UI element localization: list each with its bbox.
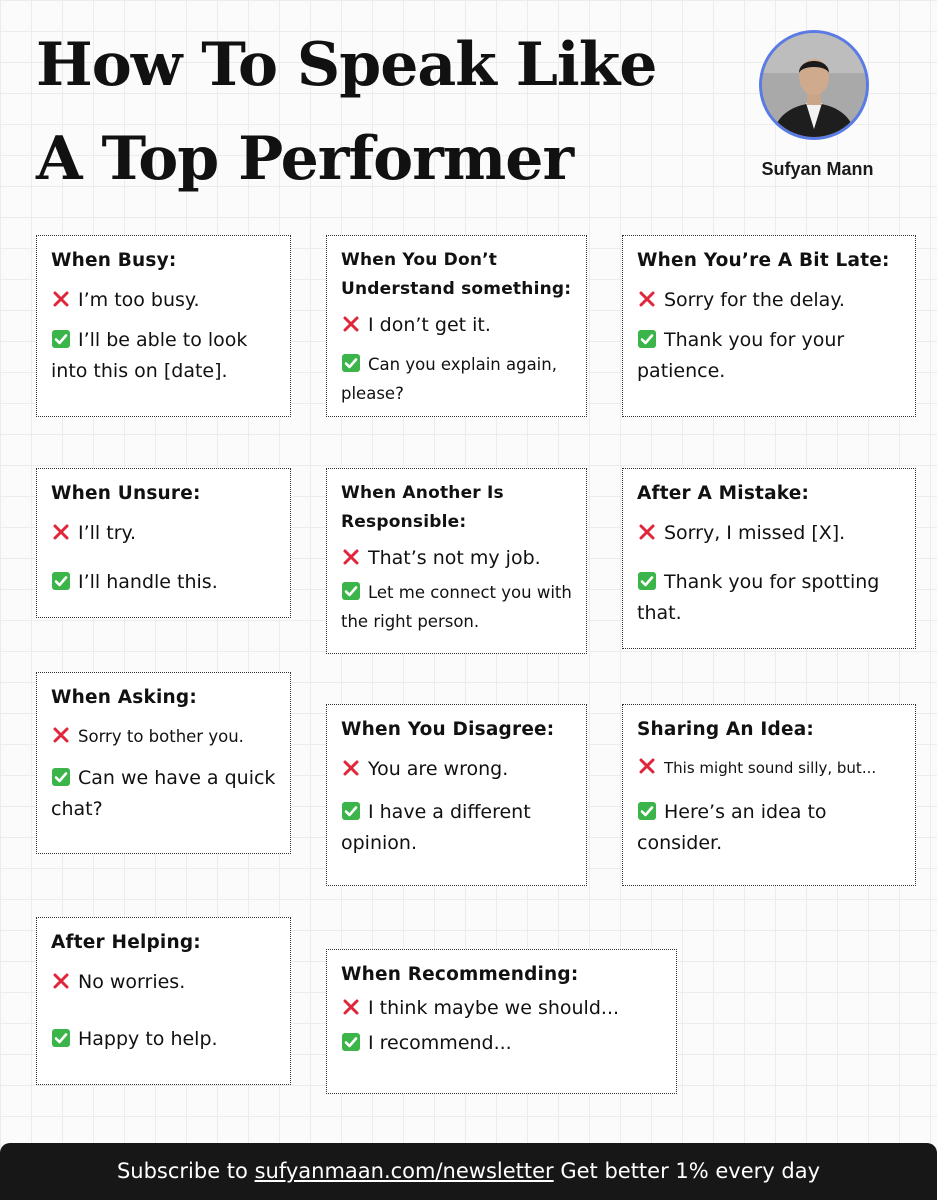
footer-banner — [0, 1143, 937, 1200]
wrong-phrase — [637, 754, 903, 783]
check-icon — [637, 329, 657, 349]
card-heading: When Asking: — [51, 687, 197, 708]
right-phrase — [637, 325, 903, 387]
title-line-1: How To Speak Like — [36, 30, 657, 100]
check-icon — [341, 801, 361, 821]
check-icon — [637, 801, 657, 821]
card-heading: When Busy: — [51, 250, 177, 271]
cross-icon — [341, 997, 361, 1017]
card-after-a-mistake — [622, 468, 916, 649]
check-icon — [341, 581, 361, 601]
card-heading: After Helping: — [51, 932, 201, 953]
avatar — [759, 30, 869, 140]
check-icon — [51, 1028, 71, 1048]
cross-icon — [637, 522, 657, 542]
wrong-text: You are wrong. — [368, 758, 509, 780]
right-text: Can you explain again, please? — [341, 355, 557, 403]
right-phrase — [51, 567, 278, 598]
right-text: Let me connect you with the right person. — [341, 583, 572, 631]
wrong-phrase — [637, 518, 903, 549]
cross-icon — [51, 289, 71, 309]
wrong-text: This might sound silly, but... — [664, 759, 877, 777]
right-phrase — [51, 325, 278, 387]
check-icon — [51, 329, 71, 349]
right-text: I’ll handle this. — [78, 571, 218, 593]
card-when-unsure — [36, 468, 291, 618]
right-phrase — [341, 578, 574, 636]
cross-icon — [51, 971, 71, 991]
card-heading: Sharing An Idea: — [637, 719, 814, 740]
card-when-you-dont-understand — [326, 235, 587, 417]
card-when-you-disagree — [326, 704, 587, 886]
wrong-text: That’s not my job. — [368, 547, 541, 569]
author-photo — [762, 33, 866, 137]
wrong-phrase — [341, 993, 664, 1024]
cross-icon — [51, 522, 71, 542]
card-heading: When You Disagree: — [341, 719, 555, 740]
right-phrase — [51, 1024, 278, 1055]
right-phrase — [637, 797, 903, 859]
cross-icon — [637, 756, 657, 776]
right-phrase — [341, 1028, 664, 1059]
right-text: I have a different opinion. — [341, 801, 531, 854]
footer-suffix: Get better 1% every day — [553, 1159, 821, 1183]
cross-icon — [341, 314, 361, 334]
right-phrase — [637, 567, 903, 629]
right-phrase — [341, 350, 574, 408]
wrong-text: Sorry to bother you. — [78, 727, 244, 746]
card-heading: When You Don’t Understand something: — [341, 250, 572, 299]
wrong-phrase — [341, 310, 574, 341]
cross-icon — [51, 725, 71, 745]
cross-icon — [341, 758, 361, 778]
wrong-text: Sorry, I missed [X]. — [664, 522, 846, 544]
card-when-youre-late — [622, 235, 916, 417]
wrong-text: I don’t get it. — [368, 314, 491, 336]
check-icon — [51, 571, 71, 591]
card-sharing-an-idea — [622, 704, 916, 886]
wrong-phrase — [51, 722, 278, 751]
right-text: Thank you for spotting that. — [637, 571, 880, 624]
card-after-helping — [36, 917, 291, 1085]
card-heading: When Unsure: — [51, 483, 201, 504]
right-text: Here’s an idea to consider. — [637, 801, 827, 854]
right-phrase — [51, 763, 278, 825]
cross-icon — [341, 547, 361, 567]
wrong-phrase — [341, 543, 574, 574]
author-name: Sufyan Mann — [761, 159, 874, 179]
right-text: Thank you for your patience. — [637, 329, 845, 382]
card-heading: When Another Is Responsible: — [341, 483, 504, 532]
wrong-text: No worries. — [78, 971, 186, 993]
right-text: I’ll be able to look into this on [date]. — [51, 329, 248, 382]
wrong-text: Sorry for the delay. — [664, 289, 845, 311]
check-icon — [51, 767, 71, 787]
title-line-2: A Top Performer — [36, 124, 574, 194]
wrong-phrase — [51, 967, 278, 998]
card-when-busy — [36, 235, 291, 417]
wrong-phrase — [51, 518, 278, 549]
check-icon — [341, 353, 361, 373]
right-text: I recommend... — [368, 1032, 512, 1054]
page-title — [36, 18, 656, 206]
wrong-text: I’m too busy. — [78, 289, 200, 311]
card-heading: When Recommending: — [341, 964, 579, 985]
card-heading: After A Mistake: — [637, 483, 810, 504]
check-icon — [341, 1032, 361, 1052]
wrong-text: I think maybe we should... — [368, 997, 620, 1019]
check-icon — [637, 571, 657, 591]
card-when-asking — [36, 672, 291, 854]
wrong-phrase — [51, 285, 278, 316]
card-when-recommending — [326, 949, 677, 1094]
card-heading: When You’re A Bit Late: — [637, 250, 890, 271]
newsletter-link[interactable]: sufyanmaan.com/newsletter — [254, 1159, 554, 1183]
footer-prefix: Subscribe to — [116, 1159, 255, 1183]
wrong-text: I’ll try. — [78, 522, 137, 544]
wrong-phrase — [637, 285, 903, 316]
right-text: Can we have a quick chat? — [51, 767, 276, 820]
right-phrase — [341, 797, 574, 859]
wrong-phrase — [341, 754, 574, 785]
card-when-another-is-responsible — [326, 468, 587, 654]
cross-icon — [637, 289, 657, 309]
right-text: Happy to help. — [78, 1028, 218, 1050]
